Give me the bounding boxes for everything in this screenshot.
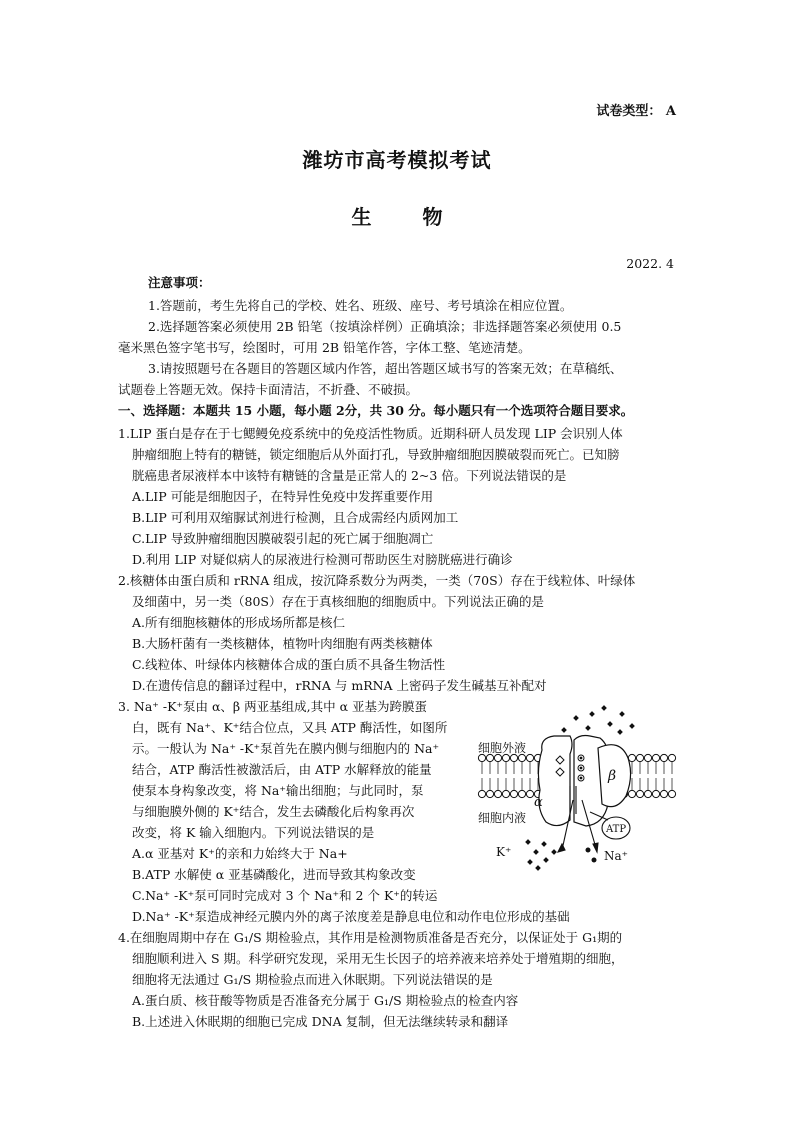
- q3-option-b: B.ATP 水解使 α 亚基磷酸化，进而导致其构象改变: [132, 867, 416, 882]
- q2-stem-line: 及细菌中，另一类（80S）存在于真核细胞的细胞质中。下列说法正确的是: [132, 594, 544, 609]
- notice-item: 毫米黑色签字笔书写，绘图时，可用 2B 铅笔作答，字体工整、笔迹清楚。: [118, 340, 531, 355]
- outside-label: 细胞外液: [478, 741, 527, 755]
- q2-option-a: A.所有细胞核糖体的形成场所都是核仁: [132, 615, 346, 630]
- na-k-pump-figure: [470, 700, 680, 880]
- q4-stem-line: 细胞将无法通过 G₁/S 期检验点而进入休眠期。下列说法错误的是: [132, 972, 493, 987]
- notice-item: 1.答题前，考生先将自己的学校、姓名、班级、座号、考号填涂在相应位置。: [148, 298, 573, 313]
- q1-option-d: D.利用 LIP 对疑似病人的尿液进行检测可帮助医生对膀胱癌进行确诊: [132, 552, 513, 567]
- q3-stem-line: 与细胞膜外侧的 K⁺结合，发生去磷酸化后构象再次: [132, 804, 415, 819]
- q2-option-b: B.大肠杆菌有一类核糖体，植物叶肉细胞有两类核糖体: [132, 636, 433, 651]
- extracellular-ions: [561, 705, 635, 735]
- q3-option-a: A.α 亚基对 K⁺的亲和力始终大于 Na+: [132, 846, 348, 861]
- exam-date: 2022. 4: [626, 256, 674, 271]
- q3-stem-line: 结合，ATP 酶活性被激活后，由 ATP 水解释放的能量: [132, 762, 432, 777]
- q1-stem-line: 肿瘤细胞上特有的糖链，锁定细胞后从外面打孔，导致肿瘤细胞因膜破裂而死亡。已知膀: [132, 447, 620, 462]
- inside-label: 细胞内液: [478, 811, 527, 825]
- section-heading: 一、选择题：本题共 15 小题，每小题 2分，共 30 分。每小题只有一个选项符合题目要求。: [118, 403, 634, 418]
- q4-option-a: A.蛋白质、核苷酸等物质是否准备充分属于 G₁/S 期检验点的检查内容: [132, 993, 519, 1008]
- subject-title: 生 物: [351, 205, 465, 229]
- k-ion-label: K⁺: [496, 845, 512, 859]
- q1-option-a: A.LIP 可能是细胞因子，在特异性免疫中发挥重要作用: [132, 489, 434, 504]
- exam-type-label: 试卷类型： A: [596, 104, 676, 119]
- q3-stem-line: 3. Na⁺ -K⁺泵由 α、β 两亚基组成,其中 α 亚基为跨膜蛋: [118, 699, 427, 714]
- q2-option-c: C.线粒体、叶绿体内核糖体合成的蛋白质不具备生物活性: [132, 657, 446, 672]
- notice-item: 3.请按照题号在各题目的答题区域内作答，超出答题区域书写的答案无效；在草稿纸、: [148, 361, 623, 376]
- q3-stem-line: 示。一般认为 Na⁺ -K⁺泵首先在膜内侧与细胞内的 Na⁺: [132, 741, 440, 756]
- notice-item: 2.选择题答案必须使用 2B 铅笔（按填涂样例）正确填涂；非选择题答案必须使用 0.5: [148, 319, 622, 334]
- q3-option-c: C.Na⁺ -K⁺泵可同时完成对 3 个 Na⁺和 2 个 K⁺的转运: [132, 888, 438, 903]
- intracellular-ions: [525, 839, 596, 871]
- atp-label: ATP: [606, 824, 627, 835]
- na-ion-label: Na⁺: [604, 849, 628, 863]
- beta-label: β: [608, 768, 617, 784]
- notice-item: 试题卷上答题无效。保持卡面清洁，不折叠、不破损。: [118, 382, 419, 397]
- q1-option-c: C.LIP 导致肿瘤细胞因膜破裂引起的死亡属于细胞凋亡: [132, 531, 434, 546]
- q1-stem-line: 胱癌患者尿液样本中该特有糖链的含量是正常人的 2~3 倍。下列说法错误的是: [132, 468, 567, 483]
- q4-stem-line: 细胞顺利进入 S 期。科学研究发现，采用无生长因子的培养液来培养处于增殖期的细胞，: [132, 951, 624, 966]
- q3-stem-line: 使泵本身构象改变，将 Na⁺输出细胞；与此同时，泵: [132, 783, 424, 798]
- q3-stem-line: 白，既有 Na⁺、K⁺结合位点，又具 ATP 酶活性，如图所: [132, 720, 448, 735]
- q4-stem-line: 4.在细胞周期中存在 G₁/S 期检验点，其作用是检测物质准备是否充分，以保证处于 G₁期的: [118, 930, 623, 945]
- q4-option-b: B.上述进入休眠期的细胞已完成 DNA 复制，但无法继续转录和翻译: [132, 1014, 509, 1029]
- notice-heading: 注意事项：: [148, 275, 211, 290]
- q1-option-b: B.LIP 可利用双缩脲试剂进行检测，且合成需经内质网加工: [132, 510, 459, 525]
- exam-title: 潍坊市高考模拟考试: [302, 148, 492, 172]
- q1-stem-line: 1.LIP 蛋白是存在于七鳃鳗免疫系统中的免疫活性物质。近期科研人员发现 LIP 会识别人体: [118, 426, 623, 441]
- q3-stem-line: 改变，将 K 输入细胞内。下列说法错误的是: [132, 825, 375, 840]
- alpha-subunit: [538, 736, 572, 826]
- q3-option-d: D.Na⁺ -K⁺泵造成神经元膜内外的离子浓度差是静息电位和动作电位形成的基础: [132, 909, 570, 924]
- q2-option-d: D.在遗传信息的翻译过程中，rRNA 与 mRNA 上密码子发生碱基互补配对: [132, 678, 547, 693]
- q2-stem-line: 2.核糖体由蛋白质和 rRNA 组成，按沉降系数分为两类，一类（70S）存在于线粒体、叶绿体: [118, 573, 636, 588]
- alpha-label: α: [534, 795, 543, 810]
